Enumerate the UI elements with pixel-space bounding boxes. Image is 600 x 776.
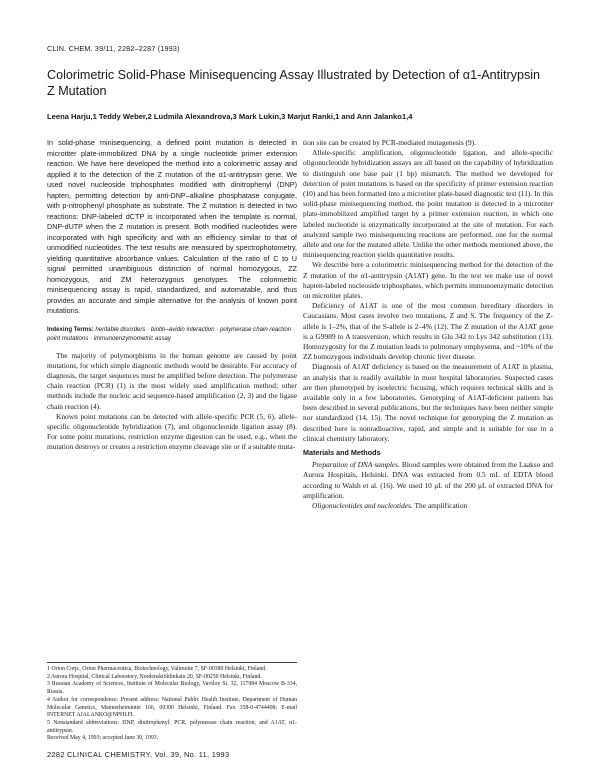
- body-paragraph: The majority of polymorphisms in the human genome are caused by point mutations, for which simple diagnostic methods would be desirable. For accuracy of diagnosis, the target sequences must be amplified before detection. The polymerase chain reaction (PCR) (1) is the most widely used amplification method; other methods include the nucleic acid sequence-based amplification (2, 3) and the ligase chain reaction (4).: [47, 350, 297, 411]
- received-dates: Received May 4, 1993; accepted June 30, 1993.: [47, 735, 159, 742]
- methods-paragraph: [303, 460, 553, 501]
- footnote: 1 Orion Corp., Orion Pharmaceutica, Biotechnology, Valimotie 7, SF-00380 Helsinki, Finland.: [47, 666, 267, 672]
- methods-paragraph: [303, 501, 553, 511]
- methods-text: The amplification: [412, 500, 468, 510]
- methods-text: Blood samples were obtained from the Laakso and Aurora Hospitals, Helsinki. DNA was extracted from 0.5 mL of EDTA blood according to Walsh et al. (16). We used 10 μL of the 200 μL of extracted DNA for amplification.: [303, 460, 553, 500]
- article-title: Colorimetric Solid-Phase Minisequencing Assay Illustrated by Detection of α1-Antitrypsin Z Mutation: [47, 68, 541, 98]
- body-paragraph: tion site can be created by PCR-mediated mutagenesis (9).: [303, 138, 477, 147]
- indexing-terms-label: Indexing Terms:: [47, 325, 94, 333]
- run-in-heading: Oligonucleotides and nucleotides.: [312, 500, 413, 510]
- section-heading-methods: Materials and Methods: [303, 448, 381, 458]
- run-in-heading: Preparation of DNA samples.: [312, 460, 400, 470]
- indexing-terms: [47, 325, 297, 343]
- footnote: 2 Aurora Hospital, Clinical Laboratory, Nordenskiöldinkatu 20, SF-00250 Helsinki, Finland.: [47, 673, 262, 680]
- body-paragraph: Allele-specific amplification, oligonucleotide ligation, and allele-specific oligonucleotide hybridization assays are all based on the capability of hybridization to distinguish one base pair (1 bp) mismatch. The method we developed for detection of point mutations is based on the specificity of primer extension reaction (10) and has been formatted into a microtiter plate-based diagnostic test (11). In this solid-phase minisequencing method, the point mutation is detected in a microtiter plate-immobilized amplified target by a primer extension reaction, in which one labeled nucleotide is enzymatically incorporated at the site of mutation. For each analyzed sample two minisequencing reactions are performed, one for the normal allele and one for the mutated allele. Unlike the other methods mentioned above, the minisequencing reaction yields quantitative results.: [303, 148, 553, 260]
- body-paragraph: Deficiency of A1AT is one of the most common hereditary disorders in Caucasians. Most cases involve two mutations, Z and S. The frequency of the Z-allele is 1–2%, that of the S-allele is 2–4% (12). The Z mutation of the A1AT gene is a G9989 to A transversion, which results in Glu 342 to Lys 342 substitution (13). Homozygosity for the Z mutation leads to pulmonary emphysema, and ~10% of the ZZ homozygous individuals develop chronic liver disease.: [303, 301, 553, 362]
- footnote: 5 Nonstandard abbreviations: DNP, dinitrophenyl; PCR, polymerase chain reaction; and A1AT, α1-antitrypsin.: [47, 719, 297, 734]
- left-column: [47, 138, 297, 453]
- abstract: In solid-phase minisequencing, a defined point mutation is detected in microtiter plate-immobilized DNA by a single nucleotide primer extension reaction. We have here developed the method into a colorimetric assay and applied it to the detection of the Z mutation of the α1-antitrypsin gene. We used novel nucleoside triphosphates modified with dinitrophenyl (DNP) hapten, permitting detection by anti-DNP–alkaline phosphatase conjugate, with p-nitrophenyl phosphate as substrate. The Z mutation is detected in two reactions: DNP-labeled dCTP is incorporated when the template is normal, DNP-dUTP when the Z mutation is present. Both modified nucleotides were incorporated with high specificity and with an efficiency similar to that of unmodified nucleotides. The test results are measured by spectrophotometry, yielding quantitative absorbance values. Calculation of the ratio of C to U signal permitted unambiguous distinction of normal homozygous, ZZ homozygous, and ZM heterozygous genotypes. The colorimetric minisequencing assay is rapid, standardized, and automatable, and thus provides an accurate and simple alternative for the analysis of known point mutations.: [47, 138, 297, 315]
- indexing-terms-list: heritable disorders · biotin–avidin interaction · polymerase chain reaction · point mutations · immunoenzymometric assay: [47, 325, 295, 342]
- footnote: 4 Author for correspondence. Present address: National Public Health Institute, Department of Human Molecular Genetics, Mannerheimintie 166, 00300 Helsinki, Finland. Fax 358-0-4744408; E-mail INTERNET AJALANKO@NPHI.FI.: [47, 696, 297, 719]
- right-column: [303, 138, 553, 511]
- journal-reference: CLIN. CHEM. 39/11, 2282–2287 (1993): [47, 44, 180, 53]
- body-paragraph: We describe here a colorimetric minisequencing method for the detection of the Z mutation of the α1-antitrypsin (A1AT) gene. In the test we make use of novel hapten-labeled nucleoside triphosphates, which permits immunoenzymatic detection on microtiter plates.: [303, 260, 553, 301]
- page-footer: 2282 CLINICAL CHEMISTRY, Vol. 39, No. 11, 1993: [47, 750, 230, 759]
- footnote: 3 Russian Academy of Sciences, Institute of Molecular Biology, Vavilov St. 32, 117984 Moscow B-334, Russia.: [47, 681, 297, 696]
- body-paragraph: Known point mutations can be detected with allele-specific PCR (5, 6), allele-specific oligonucleotide hybridization (7), and oligonucleotide ligation assay (8). For some point mutations, restriction enzyme digestion can be used, e.g., when the mutation destroys or creates a restriction enzyme cleavage site or if a suitable muta-: [47, 411, 297, 452]
- footnotes: [47, 662, 297, 743]
- body-paragraph: Diagnosis of A1AT deficiency is based on the measurement of A1AT in plasma, an analysis that is readily available in most hospital laboratories. Suspected cases are then phenotyped by isoelectric focusing, which requires technical skills and is available only in a few laboratories. Genotyping of A1AT-deficient patients has been described in several publications, but the techniques have been neither simple nor standardized (14, 15). The novel technique for genotyping the Z mutation as described here is nonradioactive, rapid, and simple and is suitable for use in a clinical chemistry laboratory.: [303, 362, 553, 443]
- author-list: Leena Harju,1 Teddy Weber,2 Ludmila Alexandrova,3 Mark Lukin,3 Marjut Ranki,1 and Ann Jalanko1,4: [47, 112, 413, 121]
